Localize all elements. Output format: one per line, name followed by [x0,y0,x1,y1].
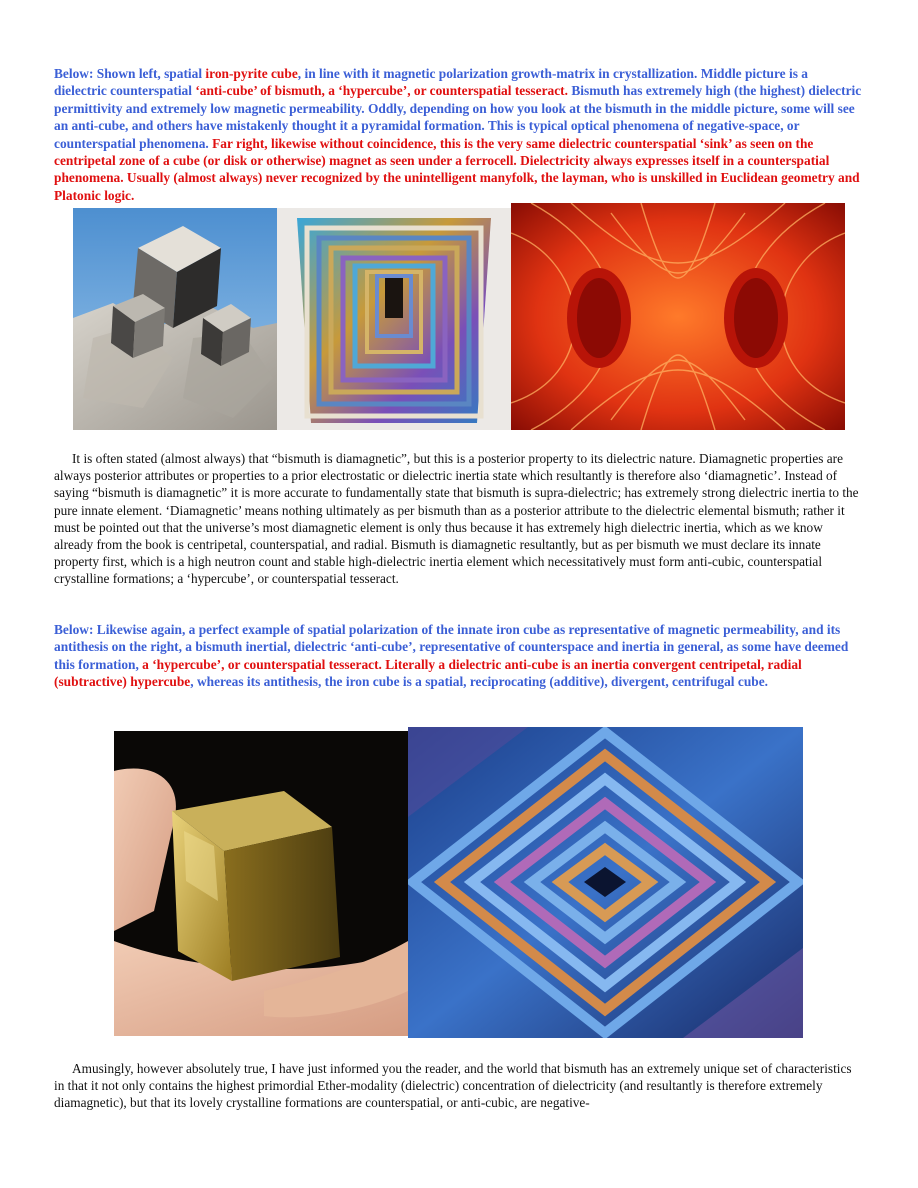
caption-top-seg: Below: Shown left, spatial [54,66,206,81]
caption-top-seg: , in line with it magnetic polarization growth-matrix in crystallization. Middle picture is a dielectric counterspatial [54,66,808,99]
paragraph-bismuth-characteristics: Amusingly, however absolutely true, I have just informed you the reader, and the world that bismuth has an extremely unique set of characteristics in that it not only contains the highest primordial Ether-modality (dielectric) concentration of dielectricity (and resultantly is therefore extremely diamagnetic), but that its lovely crystalline formations are counterspatial, or anti-cubic, are negative- [54,1061,852,1111]
caption-top-seg: iron-pyrite cube [205,66,298,81]
ferrocell-photo [511,203,845,430]
caption-bottom-seg: a ‘hypercube’, or counterspatial tesseract. Literally a dielectric anti-cube is an inertia convergent centripetal, radial (subtractive) hypercube [54,656,802,690]
caption-bottom-seg: , whereas its antithesis, the iron cube is a spatial, reciprocating (additive), divergent, centrifugal cube. [190,674,769,690]
caption-top-seg: Bismuth has extremely high (the highest) dielectric permittivity and extremely low magnetic permeability. Oddly, depending on how you look at the bismuth in the middle picture, some will see an anti-cube, and others have mistakenly thought it a pyramidal formation. This is typical optical phenomena of negative-space, or counterspatial phenomena. [54,83,862,151]
iron-cube-in-hand-photo [114,731,408,1036]
bismuth-hypercube-photo [408,727,803,1038]
caption-bottom [54,621,862,691]
bismuth-anticube-photo [277,208,511,430]
caption-top-seg: Far right, likewise without coincidence, this is the very same dielectric counterspatial ‘sink’ as seen on the centripetal zone of a cube (or disk or otherwise) magnet as seen under a ferrocell. Dielectricity always expresses itself in a counterspatial phenomena. Usually (almost always) never recognized by the unintelligent manyfolk, the layman, who is unskilled in Euclidean geometry and Platonic logic. [54,135,860,203]
paragraph-bismuth-dielectric: It is often stated (almost always) that “bismuth is diamagnetic”, but this is a posterior property to its dielectric nature. Diamagnetic properties are always posterior attributes or properties to a prior electrostatic or dielectric inertia state which resultantly is therefore also ‘diamagnetic’. Instead of saying “bismuth is diamagnetic” it is more accurate to fundamentally state that bismuth is supra-dielectric; has extremely strong dielectric inertia to the pure innate element. ‘Diamagnetic’ means nothing ultimately as per bismuth than as a posterior attribute to the dielectric elemental bismuth; rather it must be pointed out that the universe’s most diamagnetic element is only thus because it has extremely high dielectric inertia, which as we know already from the book is centripetal, counterspatial, and radial. Bismuth is diamagnetic resultantly, but as per bismuth we must declare its innate property first, which is a high neutron count and stable high-dielectric inertia element which necessitatively must form anti-cubic, counterspatial crystalline formations; a ‘hypercube’, or counterspatial tesseract. [54,451,859,587]
caption-bottom-seg: Below: Likewise again, a perfect example of spatial polarization of the innate iron cube as representative of magnetic permeability, and its antithesis on the right, a bismuth inertial, dielectric ‘anti-cube’, representative of counterspace and inertia in general, as some have deemed this formation, [54,622,849,672]
pyrite-cube-photo [73,208,277,430]
caption-top [54,65,862,204]
caption-top-seg: ‘anti-cube’ of bismuth, a ‘hypercube’, or counterspatial tesseract. [195,83,568,99]
